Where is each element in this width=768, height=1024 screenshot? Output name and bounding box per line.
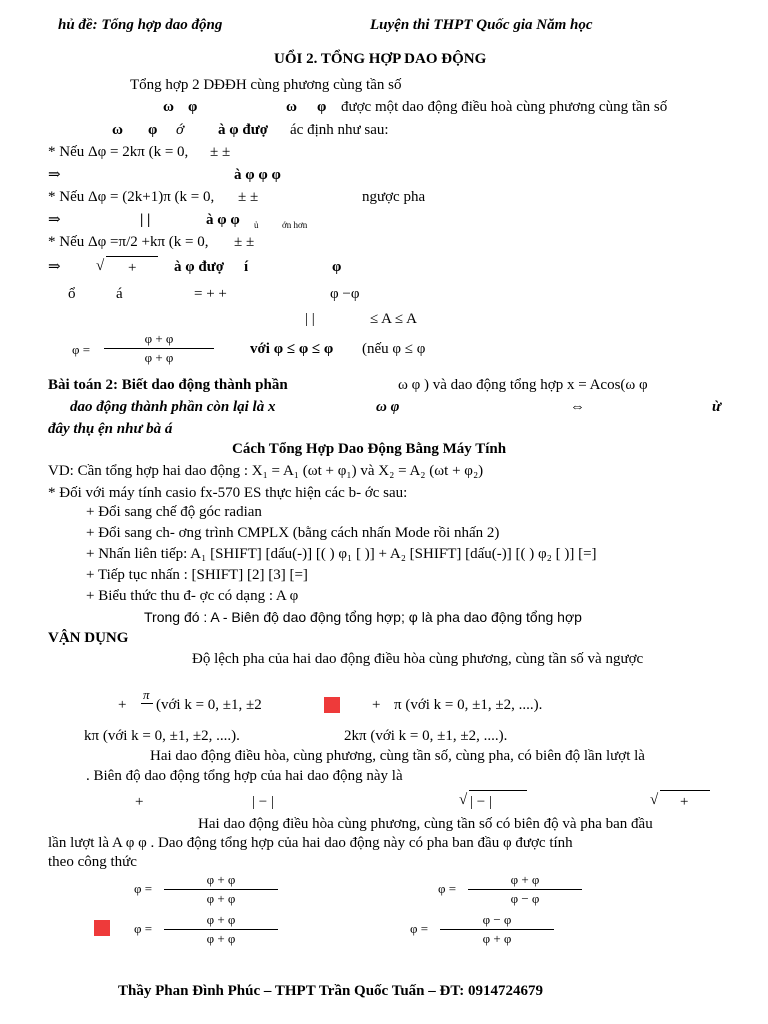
- case2: * Nếu Δφ = (2k+1)π (k = 0,: [48, 189, 215, 205]
- impl2-arrow: ⇒: [48, 212, 61, 228]
- impl2-small2: ớn hơn: [282, 220, 308, 230]
- q1-a-plus: +: [118, 697, 127, 713]
- fraction-bar: [164, 889, 278, 890]
- calc-note: Trong đó : A - Biên độ dao động tổng hợp; φ là pha dao động tổng hợp: [144, 609, 582, 625]
- optA-lhs: φ =: [134, 881, 153, 896]
- optC-denominator: φ + φ: [206, 931, 236, 946]
- case3-pm: ± ±: [234, 234, 255, 250]
- impl3-phi: φ: [332, 259, 342, 275]
- s1-l3-omega: ω: [112, 122, 123, 138]
- impl3-fragment: í: [244, 259, 249, 275]
- q3-text: Hai dao động điều hòa cùng phương, cùng tần số có biên độ và pha ban đầu: [198, 816, 653, 832]
- optA-denominator: φ + φ: [206, 891, 236, 906]
- s1-l3-phi-text: à φ đượ: [218, 122, 269, 138]
- problem2-equiv: ⇔: [570, 399, 585, 415]
- optD-numerator: φ − φ: [482, 912, 512, 927]
- case1: * Nếu Δφ = 2kπ (k = 0,: [48, 144, 189, 160]
- phi-with: với φ ≤ φ ≤ φ: [250, 341, 334, 357]
- q3-text-c: theo công thức: [48, 854, 137, 870]
- calc-step: + Biểu thức thu đ- ợc có dạng : A φ: [86, 588, 299, 604]
- q2-text-b: . Biên độ dao động tổng hợp của hai dao động này là: [86, 768, 403, 784]
- calc-vd: VD: Cần tổng hợp hai dao động : X₁ = A₁ (ωt + φ₁) và X₂ = A₂ (ωt + φ₂): [48, 463, 484, 479]
- case3: * Nếu Δφ =π/2 +kπ (k = 0,: [48, 234, 209, 250]
- optB-numerator: φ + φ: [510, 872, 540, 887]
- impl1-arrow: ⇒: [48, 167, 61, 183]
- fraction-bar: [468, 889, 582, 890]
- impl2-bars: | |: [140, 212, 151, 228]
- q2-opt-c: | − |: [470, 794, 492, 810]
- impl1-text: à φ φ φ: [234, 167, 281, 183]
- impl3-plus: +: [128, 260, 137, 276]
- optB-denominator: φ − φ: [510, 891, 540, 906]
- q3-text-b: lần lượt là A φ φ . Dao động tổng hợp của hai dao động này có pha ban đầu φ được tính: [48, 835, 573, 851]
- q2-text: Hai dao động điều hòa, cùng phương, cùng tần số, cùng pha, có biên độ lần lượt là: [150, 748, 645, 764]
- calc-step: + Nhấn liên tiếp: A₁ [SHIFT] [dấu(-)] [( ) φ₁ [ )] + A₂ [SHIFT] [dấu(-)] [( ) φ₂ [ )] [=]: [86, 546, 597, 562]
- q1-text: Độ lệch pha của hai dao động điều hòa cùng phương, cùng tần số và ngược: [192, 651, 644, 667]
- page-title: UỔI 2. TỔNG HỢP DAO ĐỘNG: [274, 51, 487, 67]
- selected-answer-marker: [94, 920, 110, 936]
- problem2-heading-b: ω φ ) và dao động tổng hợp x = Acos(ω φ: [398, 377, 648, 393]
- case2-pm: ± ±: [238, 189, 259, 205]
- s1-l3-phi: φ: [148, 122, 158, 138]
- calc-heading: Cách Tổng Hợp Dao Động Bằng Máy Tính: [232, 441, 507, 457]
- s1-l2-phi: φ: [188, 99, 198, 115]
- fraction-bar: [104, 348, 214, 349]
- q1-b-plus: +: [372, 697, 381, 713]
- problem2-line2-b: ω φ: [376, 399, 400, 415]
- footer: Thầy Phan Đình Phúc – THPT Trần Quốc Tuấn – ĐT: 0914724679: [118, 983, 543, 999]
- case2-note: ngược pha: [362, 189, 426, 205]
- q1-c: kπ (với k = 0, ±1, ±2, ....).: [84, 728, 240, 744]
- phi-numerator: φ + φ: [144, 331, 174, 346]
- fraction-bar: [141, 703, 153, 704]
- optB-lhs: φ =: [438, 881, 457, 896]
- impl2-small1: ủ: [254, 220, 259, 230]
- problem2-line2-d: ừ: [712, 399, 721, 415]
- phi-lhs: φ =: [72, 342, 91, 357]
- optC-fraction: [164, 912, 278, 948]
- optC-lhs: φ =: [134, 921, 153, 936]
- s1-l3-fragment: ớ: [176, 122, 185, 138]
- sqrt-sign: √: [459, 792, 468, 808]
- selected-answer-marker: [324, 697, 340, 713]
- q2-opt-b: | − |: [252, 794, 274, 810]
- impl3-text: à φ đượ: [174, 259, 225, 275]
- case1-pm: ± ±: [210, 144, 231, 160]
- phi-cond: (nếu φ ≤ φ: [362, 341, 426, 357]
- impl3-arrow: ⇒: [48, 259, 61, 275]
- optC-numerator: φ + φ: [206, 912, 236, 927]
- header-left: hủ đề: Tổng hợp dao động: [58, 17, 223, 33]
- optD-fraction: [440, 912, 554, 948]
- calc-step: + Đổi sang ch- ơng trình CMPLX (bằng cách nhấn Mode rồi nhấn 2): [86, 525, 500, 541]
- sqrt-sign: √: [96, 258, 105, 274]
- optB-fraction: [468, 872, 582, 908]
- s1-l3-text: ác định như sau:: [290, 122, 389, 138]
- problem2-line3: đây thụ ện như bà á: [48, 421, 173, 437]
- header-right: Luyện thi THPT Quốc gia Năm học: [370, 17, 593, 33]
- problem2-line2: dao động thành phần còn lại là x: [70, 399, 276, 415]
- q1-a: (với k = 0, ±1, ±2: [156, 697, 262, 713]
- q1-a-pi: π: [143, 687, 150, 702]
- calc-step: + Tiếp tục nhấn : [SHIFT] [2] [3] [=]: [86, 567, 308, 583]
- gen-b: á: [116, 286, 123, 302]
- q1-d: 2kπ (với k = 0, ±1, ±2, ....).: [344, 728, 508, 744]
- sqrt-sign: √: [650, 792, 659, 808]
- s1-l2-text: được một dao động điều hoà cùng phương cùng tần số: [341, 99, 668, 115]
- fraction-bar: [440, 929, 554, 930]
- gen-a: ổ: [68, 286, 76, 302]
- ineq-bars: | |: [305, 311, 315, 327]
- s1-l2-omega2: ω: [286, 99, 297, 115]
- gen-c: = + +: [194, 286, 227, 302]
- optD-lhs: φ =: [410, 921, 429, 936]
- optA-numerator: φ + φ: [206, 872, 236, 887]
- s1-l2-omega: ω: [163, 99, 174, 115]
- q2-opt-d: +: [680, 794, 689, 810]
- ineq-text: ≤ A ≤ A: [370, 311, 417, 327]
- s1-l2-phi2: φ: [317, 99, 327, 115]
- calc-intro: * Đối với máy tính casio fx-570 ES thực hiện các b- ớc sau:: [48, 485, 408, 501]
- calc-step: + Đổi sang chế độ góc radian: [86, 504, 262, 520]
- phi-fraction: [104, 331, 214, 367]
- q2-opt-a: +: [135, 794, 144, 810]
- section1-heading: Tổng hợp 2 DĐĐH cùng phương cùng tần số: [130, 77, 402, 93]
- optD-denominator: φ + φ: [482, 931, 512, 946]
- fraction-bar: [164, 929, 278, 930]
- impl2-text: à φ φ: [206, 212, 240, 228]
- q1-b: π (với k = 0, ±1, ±2, ....).: [394, 697, 543, 713]
- apply-heading: VẬN DỤNG: [48, 630, 129, 646]
- gen-d: φ −φ: [330, 286, 360, 302]
- problem2-heading: Bài toán 2: Biết dao động thành phần: [48, 377, 288, 393]
- phi-denominator: φ + φ: [144, 350, 174, 365]
- optA-fraction: [164, 872, 278, 908]
